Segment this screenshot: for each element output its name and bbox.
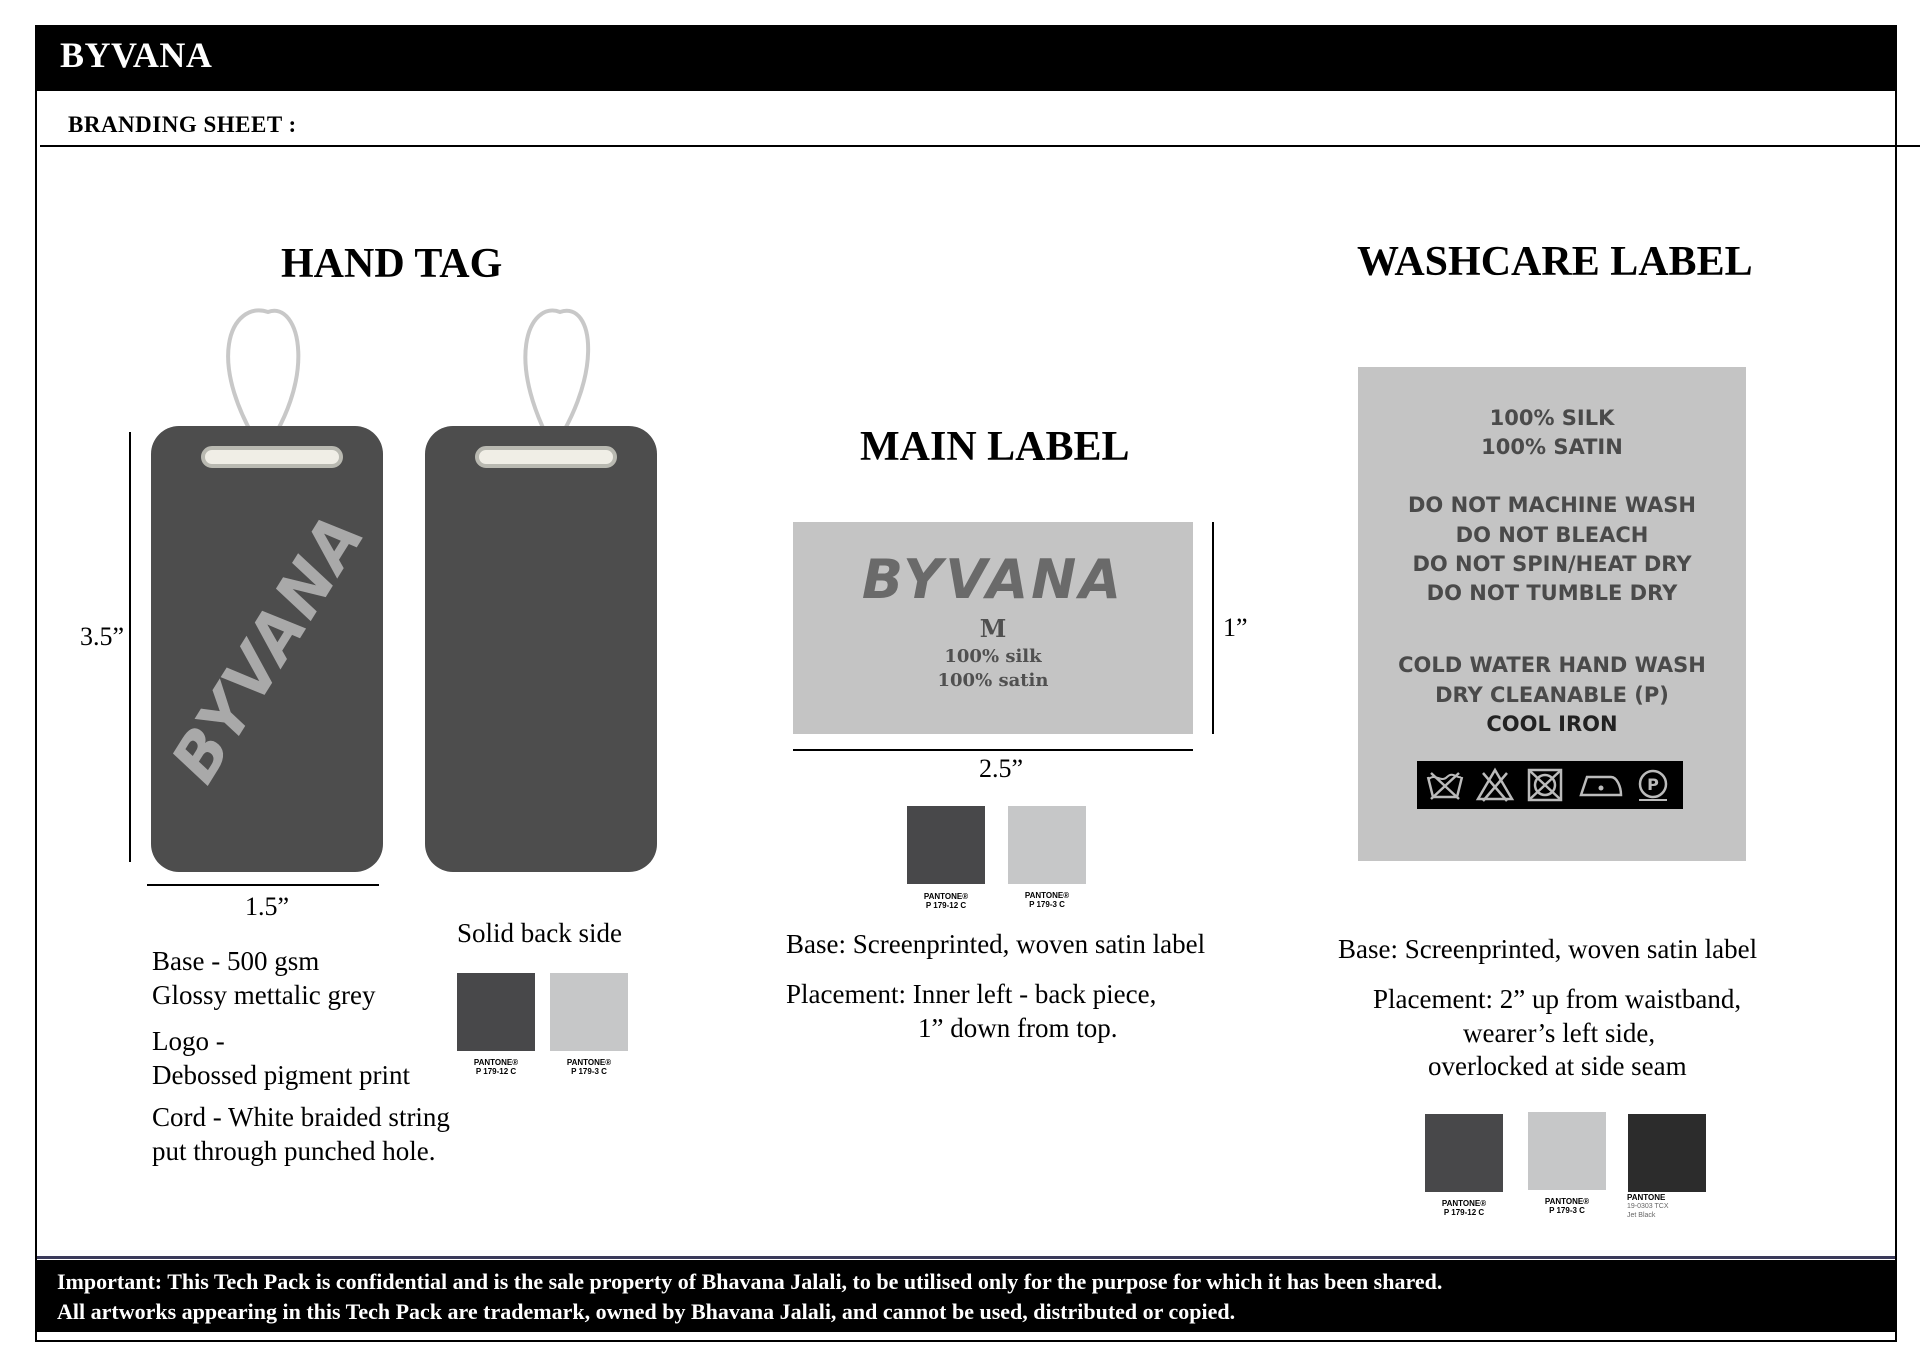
hand-tag-width-line xyxy=(147,884,379,886)
washcare-line: DRY CLEANABLE (P) xyxy=(1435,683,1669,707)
washcare-line: COLD WATER HAND WASH xyxy=(1398,653,1706,677)
punched-hole xyxy=(201,446,343,468)
no-bleach-icon xyxy=(1475,767,1515,803)
pantone-swatch xyxy=(1008,806,1086,884)
washcare-line: DO NOT SPIN/HEAT DRY xyxy=(1412,552,1692,576)
header-bar xyxy=(35,25,1897,91)
hand-tag-width-dim: 1.5” xyxy=(245,892,290,921)
pantone-label: PANTONE® P 179-3 C xyxy=(566,1058,612,1076)
washcare-line: COOL IRON xyxy=(1486,712,1618,736)
dry-clean-p-icon xyxy=(1633,767,1673,803)
washcare-placement: wearer’s left side, xyxy=(1463,1018,1656,1048)
care-symbols-strip xyxy=(1417,761,1683,809)
hand-tag-heading: HAND TAG xyxy=(281,241,503,287)
hand-tag-spec: put through punched hole. xyxy=(152,1136,436,1166)
main-label-placement: 1” down from top. xyxy=(918,1013,1118,1043)
footer-rule xyxy=(37,1256,1895,1259)
washcare-line: DO NOT BLEACH xyxy=(1455,523,1649,547)
brand-title: BYVANA xyxy=(60,35,213,75)
pantone-label: PANTONE® P 179-12 C xyxy=(923,892,969,910)
svg-text:P: P xyxy=(1647,775,1659,794)
hand-tag-logo: BYVANA xyxy=(157,500,381,796)
pantone-label: PANTONE® P 179-3 C xyxy=(1544,1197,1590,1215)
washcare-label-artwork xyxy=(1358,367,1746,861)
hand-tag-spec: Debossed pigment print xyxy=(152,1060,410,1090)
pantone-swatch xyxy=(550,973,628,1051)
washcare-placement: overlocked at side seam xyxy=(1428,1051,1687,1081)
main-label-artwork xyxy=(793,522,1193,734)
hand-wash-icon xyxy=(1425,767,1465,803)
hand-tag-spec: Glossy mettalic grey xyxy=(152,980,376,1010)
hand-tag-spec: Base - 500 gsm xyxy=(152,946,320,976)
washcare-placement: Placement: 2” up from waistband, xyxy=(1373,984,1742,1014)
main-label-fabric: 100% satin xyxy=(937,670,1049,691)
main-label-width-line xyxy=(793,749,1193,751)
hand-tag-spec: Logo - xyxy=(152,1026,225,1056)
hand-tag-height-line xyxy=(129,432,131,862)
hand-tag-height-dim: 3.5” xyxy=(80,622,125,651)
footer-line: All artworks appearing in this Tech Pack are trademark, owned by Bhavana Jalali, and cannot be used, distributed or copied. xyxy=(57,1299,1236,1324)
cool-iron-icon xyxy=(1577,769,1625,801)
pantone-swatch xyxy=(907,806,985,884)
main-label-brand: BYVANA xyxy=(861,548,1125,611)
pantone-swatch xyxy=(1528,1112,1606,1190)
pantone-label: PANTONE® P 179-3 C xyxy=(1024,891,1070,909)
washcare-base: Base: Screenprinted, woven satin label xyxy=(1338,934,1758,964)
punched-hole xyxy=(475,446,617,468)
washcare-line: 100% SATIN xyxy=(1481,435,1623,459)
main-label-heading: MAIN LABEL xyxy=(860,424,1130,470)
main-label-placement: Placement: Inner left - back piece, xyxy=(786,979,1157,1009)
washcare-line: 100% SILK xyxy=(1489,406,1615,430)
washcare-line: DO NOT MACHINE WASH xyxy=(1407,493,1696,517)
hand-tag-spec: Cord - White braided string xyxy=(152,1102,450,1132)
pantone-swatch xyxy=(457,973,535,1051)
main-label-fabric: 100% silk xyxy=(944,646,1042,667)
main-label-width-dim: 2.5” xyxy=(979,754,1024,783)
main-label-height-line xyxy=(1212,522,1214,734)
main-label-size: M xyxy=(979,614,1007,643)
hand-tag-back xyxy=(425,426,657,872)
footer-line: Important: This Tech Pack is confidential and is the sale property of Bhavana Jalali, to be utilised only for the purpose for which it has been shared. xyxy=(57,1269,1443,1294)
pantone-label: PANTONE® P 179-12 C xyxy=(1441,1199,1487,1217)
confidentiality-notice xyxy=(37,1260,1895,1332)
sheet-title: BRANDING SHEET : xyxy=(68,112,297,137)
back-side-caption: Solid back side xyxy=(457,918,622,948)
pantone-label: PANTONE 19-0303 TCX Jet Black xyxy=(1627,1193,1669,1219)
main-label-height-dim: 1” xyxy=(1223,613,1248,642)
hand-tag-cord-back xyxy=(0,0,1,1)
pantone-label: PANTONE® P 179-12 C xyxy=(473,1058,519,1076)
main-label-base: Base: Screenprinted, woven satin label xyxy=(786,929,1206,959)
pantone-swatch xyxy=(1628,1114,1706,1192)
washcare-line: DO NOT TUMBLE DRY xyxy=(1426,581,1678,605)
header-divider xyxy=(40,145,1920,147)
pantone-swatch xyxy=(1425,1114,1503,1192)
hand-tag-front xyxy=(151,426,383,872)
no-tumble-dry-icon xyxy=(1525,767,1565,803)
washcare-label-heading: WASHCARE LABEL xyxy=(1357,239,1753,285)
